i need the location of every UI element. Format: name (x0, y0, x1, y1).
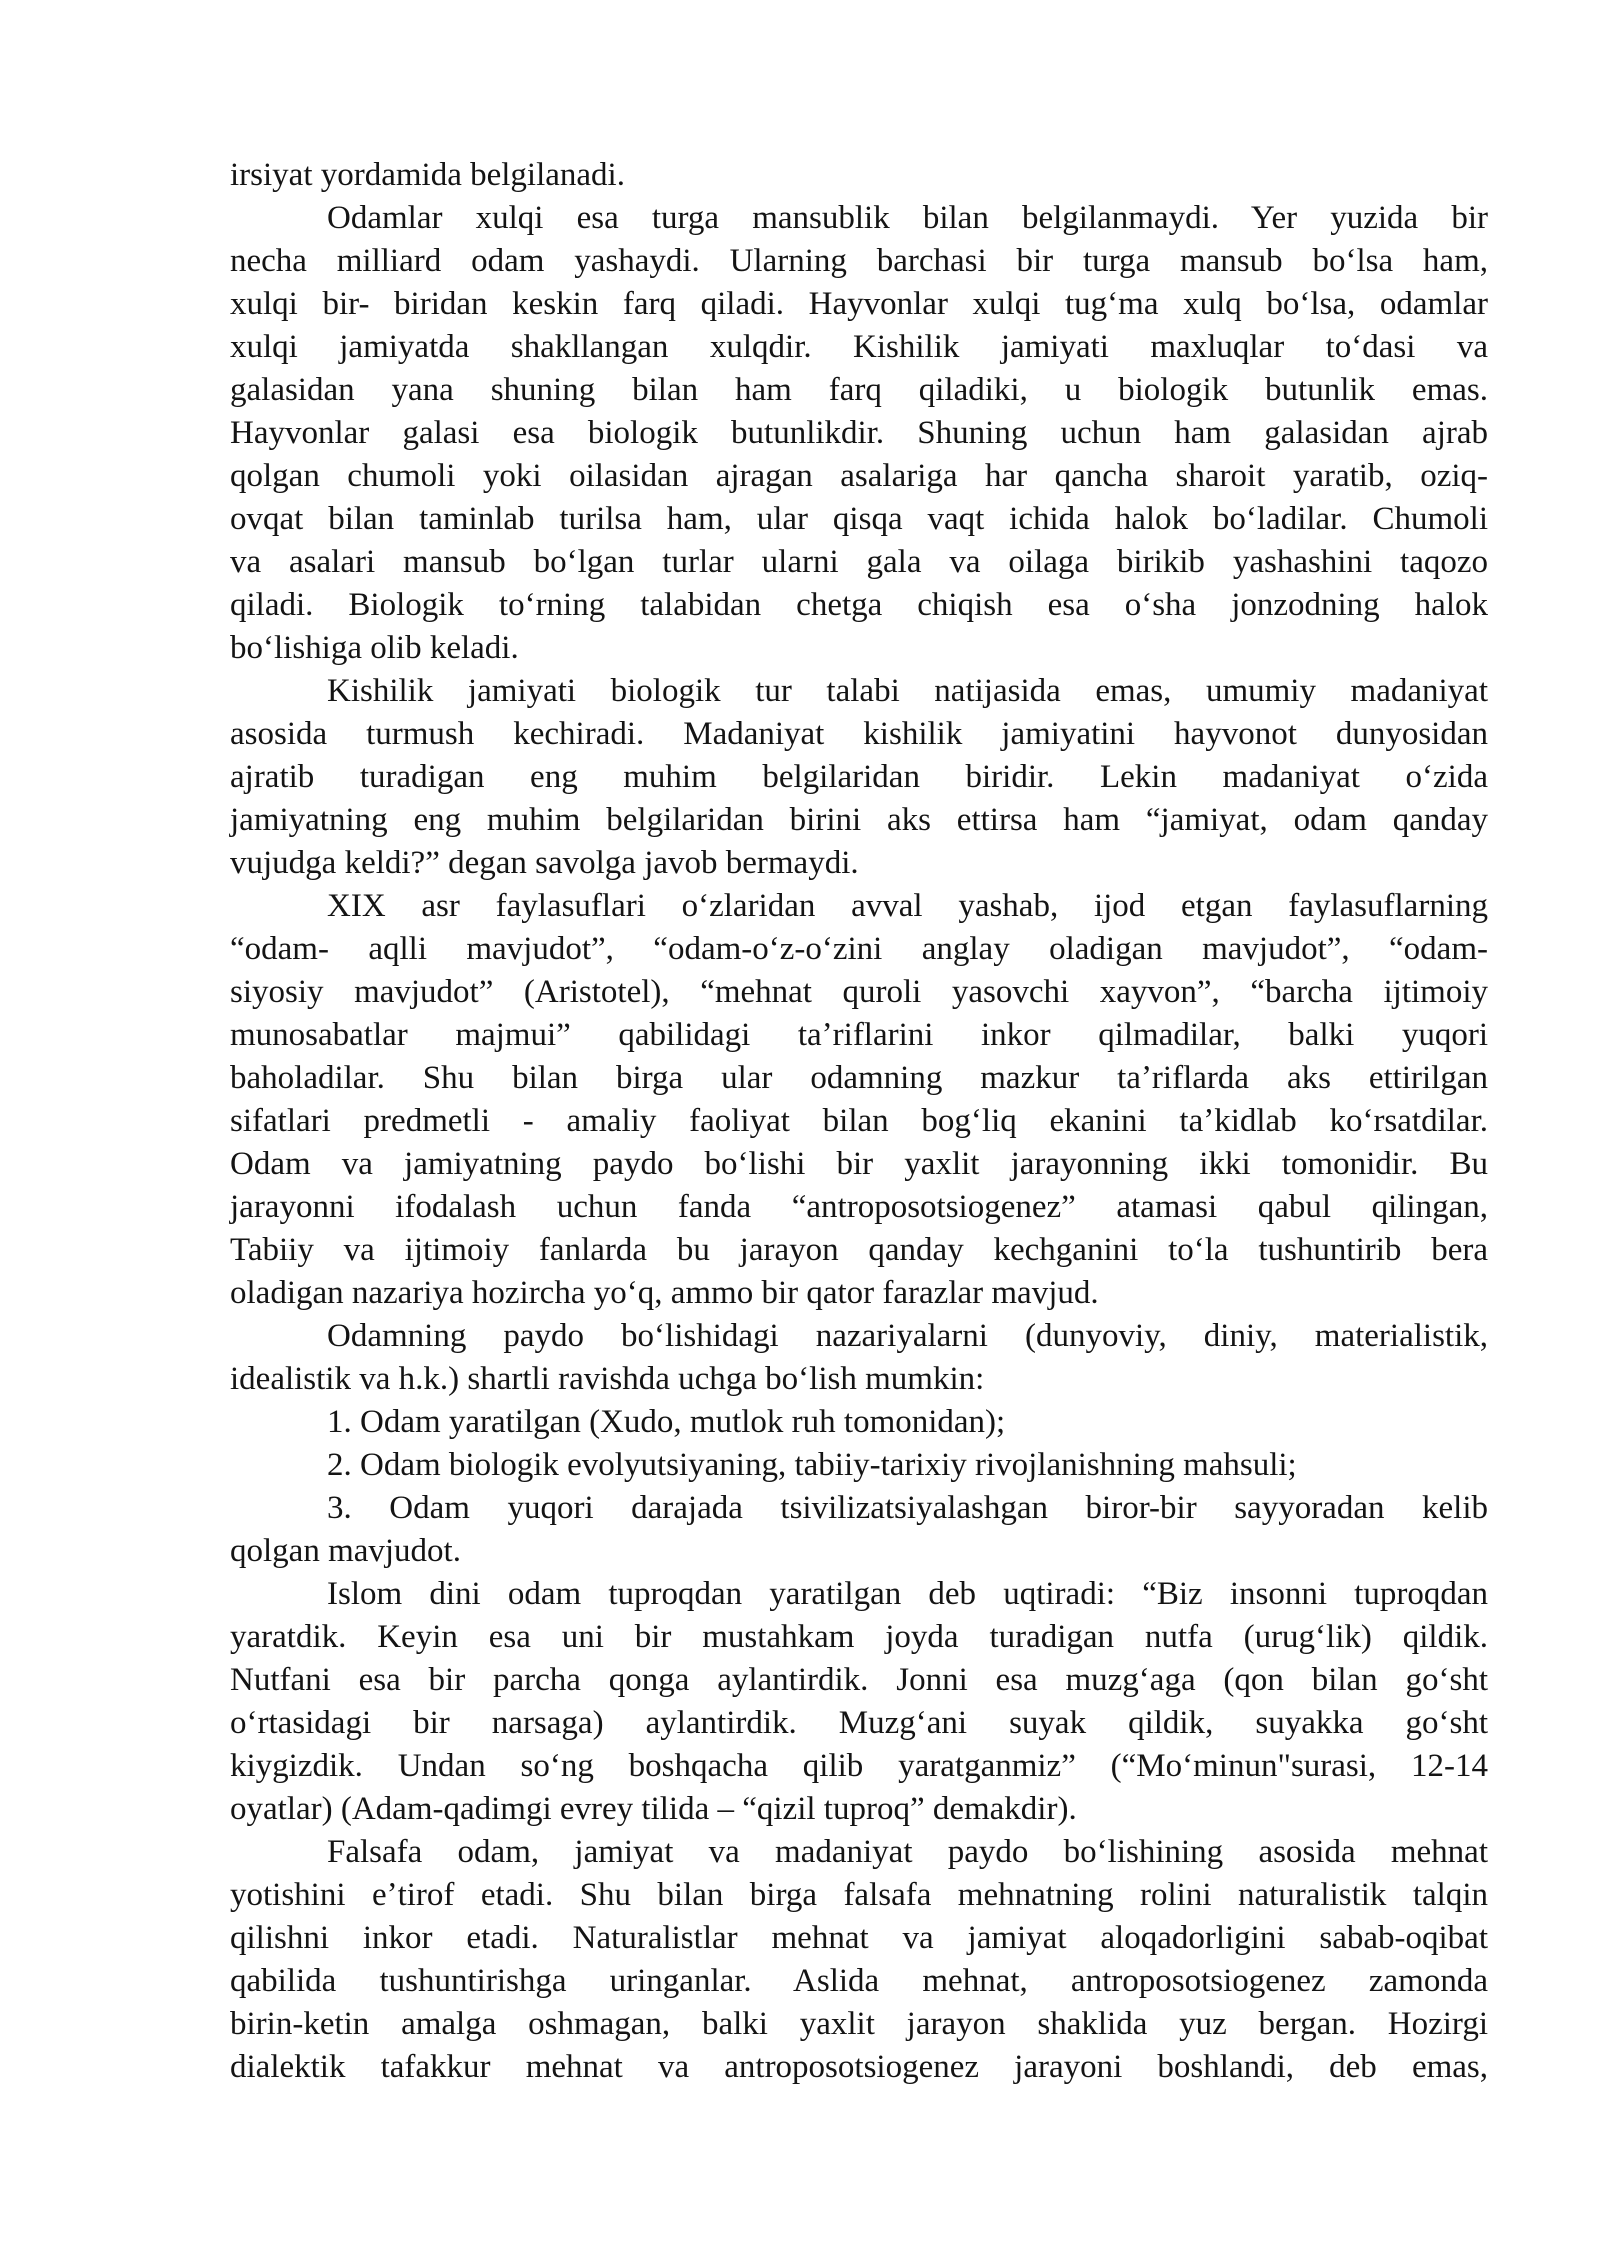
text-line: Islom dini odam tuproqdan yaratilgan deb uqtiradi: “Biz insonni tuproqdan (327, 1576, 1488, 1612)
text-line: XIX asr faylasuflari oʻzlaridan avval yashab, ijod etgan faylasuflarning (327, 888, 1488, 924)
text-line: oladigan nazariya hozircha yoʻq, ammo bir qator farazlar mavjud. (230, 1275, 1099, 1311)
text-line: vujudga keldi?” degan savolga javob bermaydi. (230, 845, 859, 881)
text-line: va asalari mansub boʻlgan turlar ularni gala va oilaga birikib yashashini taqozo (230, 544, 1488, 580)
text-line: Kishilik jamiyati biologik tur talabi natijasida emas, umumiy madaniyat (327, 673, 1488, 709)
text-line: jamiyatning eng muhim belgilaridan birini aks ettirsa ham “jamiyat, odam qanday (230, 802, 1488, 838)
text-line: ovqat bilan taminlab turilsa ham, ular qisqa vaqt ichida halok boʻladilar. Chumoli (230, 501, 1488, 537)
text-line: ajratib turadigan eng muhim belgilaridan biridir. Lekin madaniyat oʻzida (230, 759, 1488, 795)
text-line: Nutfani esa bir parcha qonga aylantirdik. Jonni esa muzgʻaga (qon bilan goʻsht (230, 1662, 1488, 1698)
text-line: kiygizdik. Undan soʻng boshqacha qilib yaratganmiz” (“Moʻminun"surasi, 12-14 (230, 1748, 1488, 1784)
text-line: oyatlar) (Adam-qadimgi evrey tilida – “qizil tuproq” demakdir). (230, 1791, 1077, 1827)
text-line: Odamlar xulqi esa turga mansublik bilan belgilanmaydi. Yer yuzida bir (327, 200, 1488, 236)
text-line: xulqi bir- biridan keskin farq qiladi. Hayvonlar xulqi tugʻma xulq boʻlsa, odamlar (230, 286, 1488, 322)
list-item: 2. Odam biologik evolyutsiyaning, tabiiy-tarixiy rivojlanishning mahsuli; (327, 1447, 1297, 1483)
text-line: galasidan yana shuning bilan ham farq qiladiki, u biologik butunlik emas. (230, 372, 1488, 408)
text-line: qabilida tushuntirishga uringanlar. Aslida mehnat, antroposotsiogenez zamonda (230, 1963, 1488, 1999)
text-line: qiladi. Biologik toʻrning talabidan chetga chiqish esa oʻsha jonzodning halok (230, 587, 1488, 623)
text-line: asosida turmush kechiradi. Madaniyat kishilik jamiyatini hayvonot dunyosidan (230, 716, 1488, 752)
text-line: “odam- aqlli mavjudot”, “odam-oʻz-oʻzini anglay oladigan mavjudot”, “odam- (230, 931, 1488, 967)
text-line: Falsafa odam, jamiyat va madaniyat paydo boʻlishining asosida mehnat (327, 1834, 1488, 1870)
text-line: oʻrtasidagi bir narsaga) aylantirdik. Muzgʻani suyak qildik, suyakka goʻsht (230, 1705, 1488, 1741)
text-line: irsiyat yordamida belgilanadi. (230, 157, 625, 193)
text-line: necha milliard odam yashaydi. Ularning barchasi bir turga mansub boʻlsa ham, (230, 243, 1488, 279)
text-line: yaratdik. Keyin esa uni bir mustahkam joyda turadigan nutfa (urugʻlik) qildik. (230, 1619, 1488, 1655)
text-line: siyosiy mavjudot” (Aristotel), “mehnat quroli yasovchi xayvon”, “barcha ijtimoiy (230, 974, 1488, 1010)
text-line: dialektik tafakkur mehnat va antroposotsiogenez jarayoni boshlandi, deb emas, (230, 2049, 1488, 2085)
text-line: munosabatlar majmui” qabilidagi taʼriflarini inkor qilmadilar, balki yuqori (230, 1017, 1488, 1053)
text-line: Odamning paydo boʻlishidagi nazariyalarni (dunyoviy, diniy, materialistik, (327, 1318, 1488, 1354)
text-line: jarayonni ifodalash uchun fanda “antroposotsiogenez” atamasi qabul qilingan, (230, 1189, 1488, 1225)
text-line: Odam va jamiyatning paydo boʻlishi bir yaxlit jarayonning ikki tomonidir. Bu (230, 1146, 1488, 1182)
text-line: qolgan mavjudot. (230, 1533, 461, 1569)
list-item: 1. Odam yaratilgan (Xudo, mutlok ruh tomonidan); (327, 1404, 1006, 1440)
text-line: sifatlari predmetli - amaliy faoliyat bilan bogʻliq ekanini taʼkidlab koʻrsatdilar. (230, 1103, 1488, 1139)
text-line: baholadilar. Shu bilan birga ular odamning mazkur taʼriflarda aks ettirilgan (230, 1060, 1488, 1096)
text-line: idealistik va h.k.) shartli ravishda uchga boʻlish mumkin: (230, 1361, 985, 1397)
text-line: qilishni inkor etadi. Naturalistlar mehnat va jamiyat aloqadorligini sabab-oqibat (230, 1920, 1488, 1956)
list-item: 3. Odam yuqori darajada tsivilizatsiyalashgan biror-bir sayyoradan kelib (327, 1490, 1488, 1526)
text-line: yotishini eʼtirof etadi. Shu bilan birga falsafa mehnatning rolini naturalistik talqin (230, 1877, 1488, 1913)
text-line: qolgan chumoli yoki oilasidan ajragan asalariga har qancha sharoit yaratib, oziq- (230, 458, 1488, 494)
text-line: Tabiiy va ijtimoiy fanlarda bu jarayon qanday kechganini toʻla tushuntirib bera (230, 1232, 1488, 1268)
text-line: boʻlishiga olib keladi. (230, 630, 519, 666)
text-line: birin-ketin amalga oshmagan, balki yaxlit jarayon shaklida yuz bergan. Hozirgi (230, 2006, 1488, 2042)
text-line: Hayvonlar galasi esa biologik butunlikdir. Shuning uchun ham galasidan ajrab (230, 415, 1488, 451)
text-line: xulqi jamiyatda shakllangan xulqdir. Kishilik jamiyati maxluqlar toʻdasi va (230, 329, 1488, 365)
